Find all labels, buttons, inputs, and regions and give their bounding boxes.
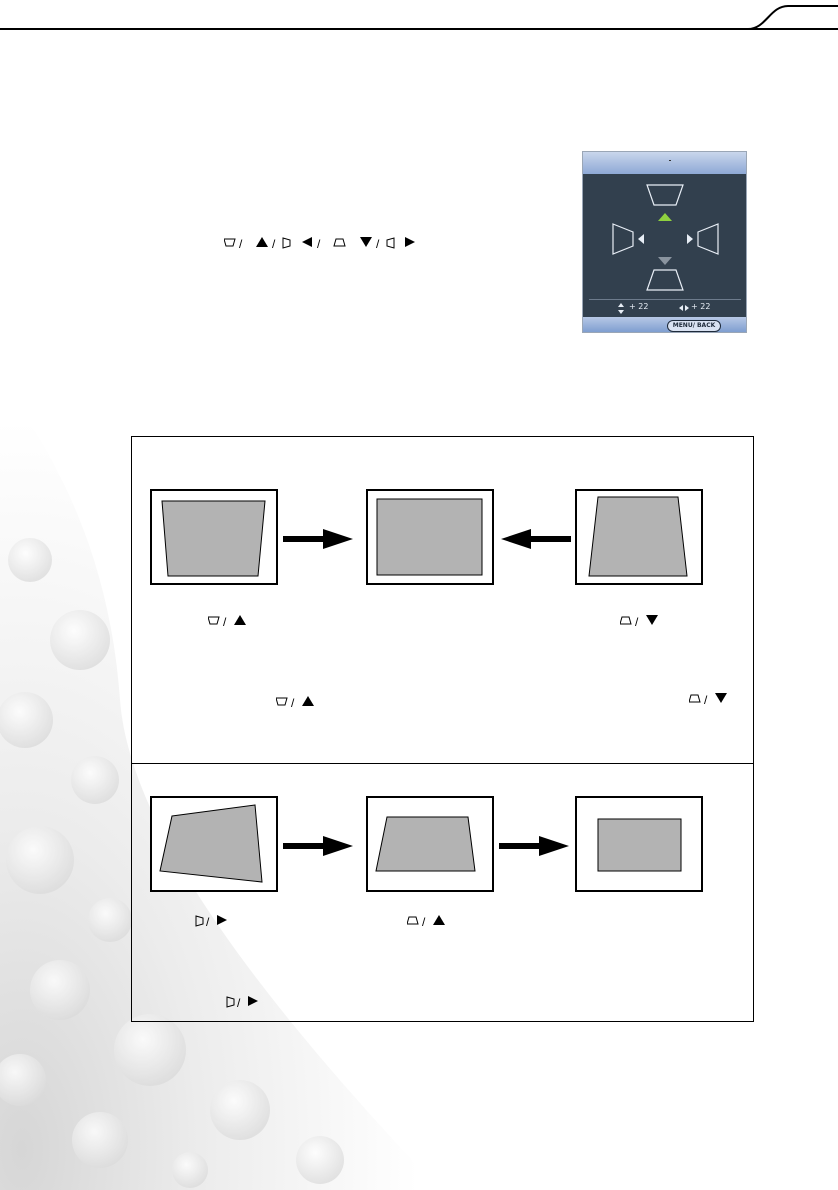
example-frame-top-wide xyxy=(150,489,278,585)
vertical-adjust-icon xyxy=(618,303,624,314)
svg-text:/: / xyxy=(422,915,426,928)
osd-vertical-value: + 22 xyxy=(629,302,649,311)
example-frame-bottom-wide xyxy=(575,489,703,585)
osd-keystone-graphic xyxy=(583,152,747,333)
example-frame-trapezoid xyxy=(366,796,494,892)
example-frame-corrected xyxy=(366,489,494,585)
keystone-bottom-icon xyxy=(334,239,345,246)
svg-text:/: / xyxy=(272,237,276,250)
arrow-right-icon xyxy=(405,237,415,247)
keystone-bottom-icon xyxy=(647,270,683,290)
keystone-key-sequence xyxy=(224,234,434,250)
keystone-bottom-up-key-hint xyxy=(407,912,451,928)
osd-horizontal-value: + 22 xyxy=(691,302,711,311)
svg-text:/: / xyxy=(223,615,227,628)
example-frame-final xyxy=(575,796,703,892)
arrow-right-icon xyxy=(499,834,571,858)
svg-text:/: / xyxy=(206,915,210,928)
keystone-examples-box xyxy=(131,436,754,1022)
svg-text:/: / xyxy=(237,996,241,1009)
keystone-right-key-hint xyxy=(194,912,238,928)
page-tab-curve xyxy=(748,0,838,40)
svg-text:/: / xyxy=(291,696,295,709)
menu-back-button[interactable]: MENU/ BACK xyxy=(667,320,721,332)
arrow-up-icon xyxy=(658,213,672,221)
arrow-down-icon xyxy=(658,257,672,265)
svg-text:/: / xyxy=(704,693,708,706)
keystone-top-icon xyxy=(647,185,683,205)
arrow-down-icon xyxy=(360,237,372,247)
keystone-top-key-hint xyxy=(208,612,252,628)
keystone-osd-panel xyxy=(582,151,747,333)
examples-divider xyxy=(132,763,753,764)
header-rule xyxy=(0,28,838,30)
keystone-bottom-key-hint xyxy=(620,612,664,628)
osd-footer-bar xyxy=(583,317,746,332)
arrow-right-icon xyxy=(283,527,355,551)
arrow-left-icon xyxy=(638,234,644,244)
keystone-top-icon xyxy=(224,239,235,246)
keystone-bottom-key-hint xyxy=(689,690,733,706)
keystone-right-icon xyxy=(387,238,394,248)
arrow-up-icon xyxy=(256,237,268,247)
keystone-left-icon xyxy=(283,238,290,248)
svg-text:/: / xyxy=(635,615,639,628)
svg-text:/: / xyxy=(317,237,321,250)
svg-text:/: / xyxy=(376,237,380,250)
keystone-left-icon xyxy=(613,224,633,254)
arrow-left-icon xyxy=(302,237,312,247)
arrow-right-icon xyxy=(283,834,355,858)
arrow-right-icon xyxy=(687,234,693,244)
example-frame-skewed xyxy=(150,796,278,892)
keystone-top-key-hint xyxy=(276,693,320,709)
keystone-right-icon xyxy=(698,224,718,254)
svg-text:/: / xyxy=(239,237,243,250)
arrow-left-icon xyxy=(499,527,571,551)
horizontal-adjust-icon xyxy=(679,305,689,311)
keystone-right-key-hint xyxy=(225,993,269,1009)
